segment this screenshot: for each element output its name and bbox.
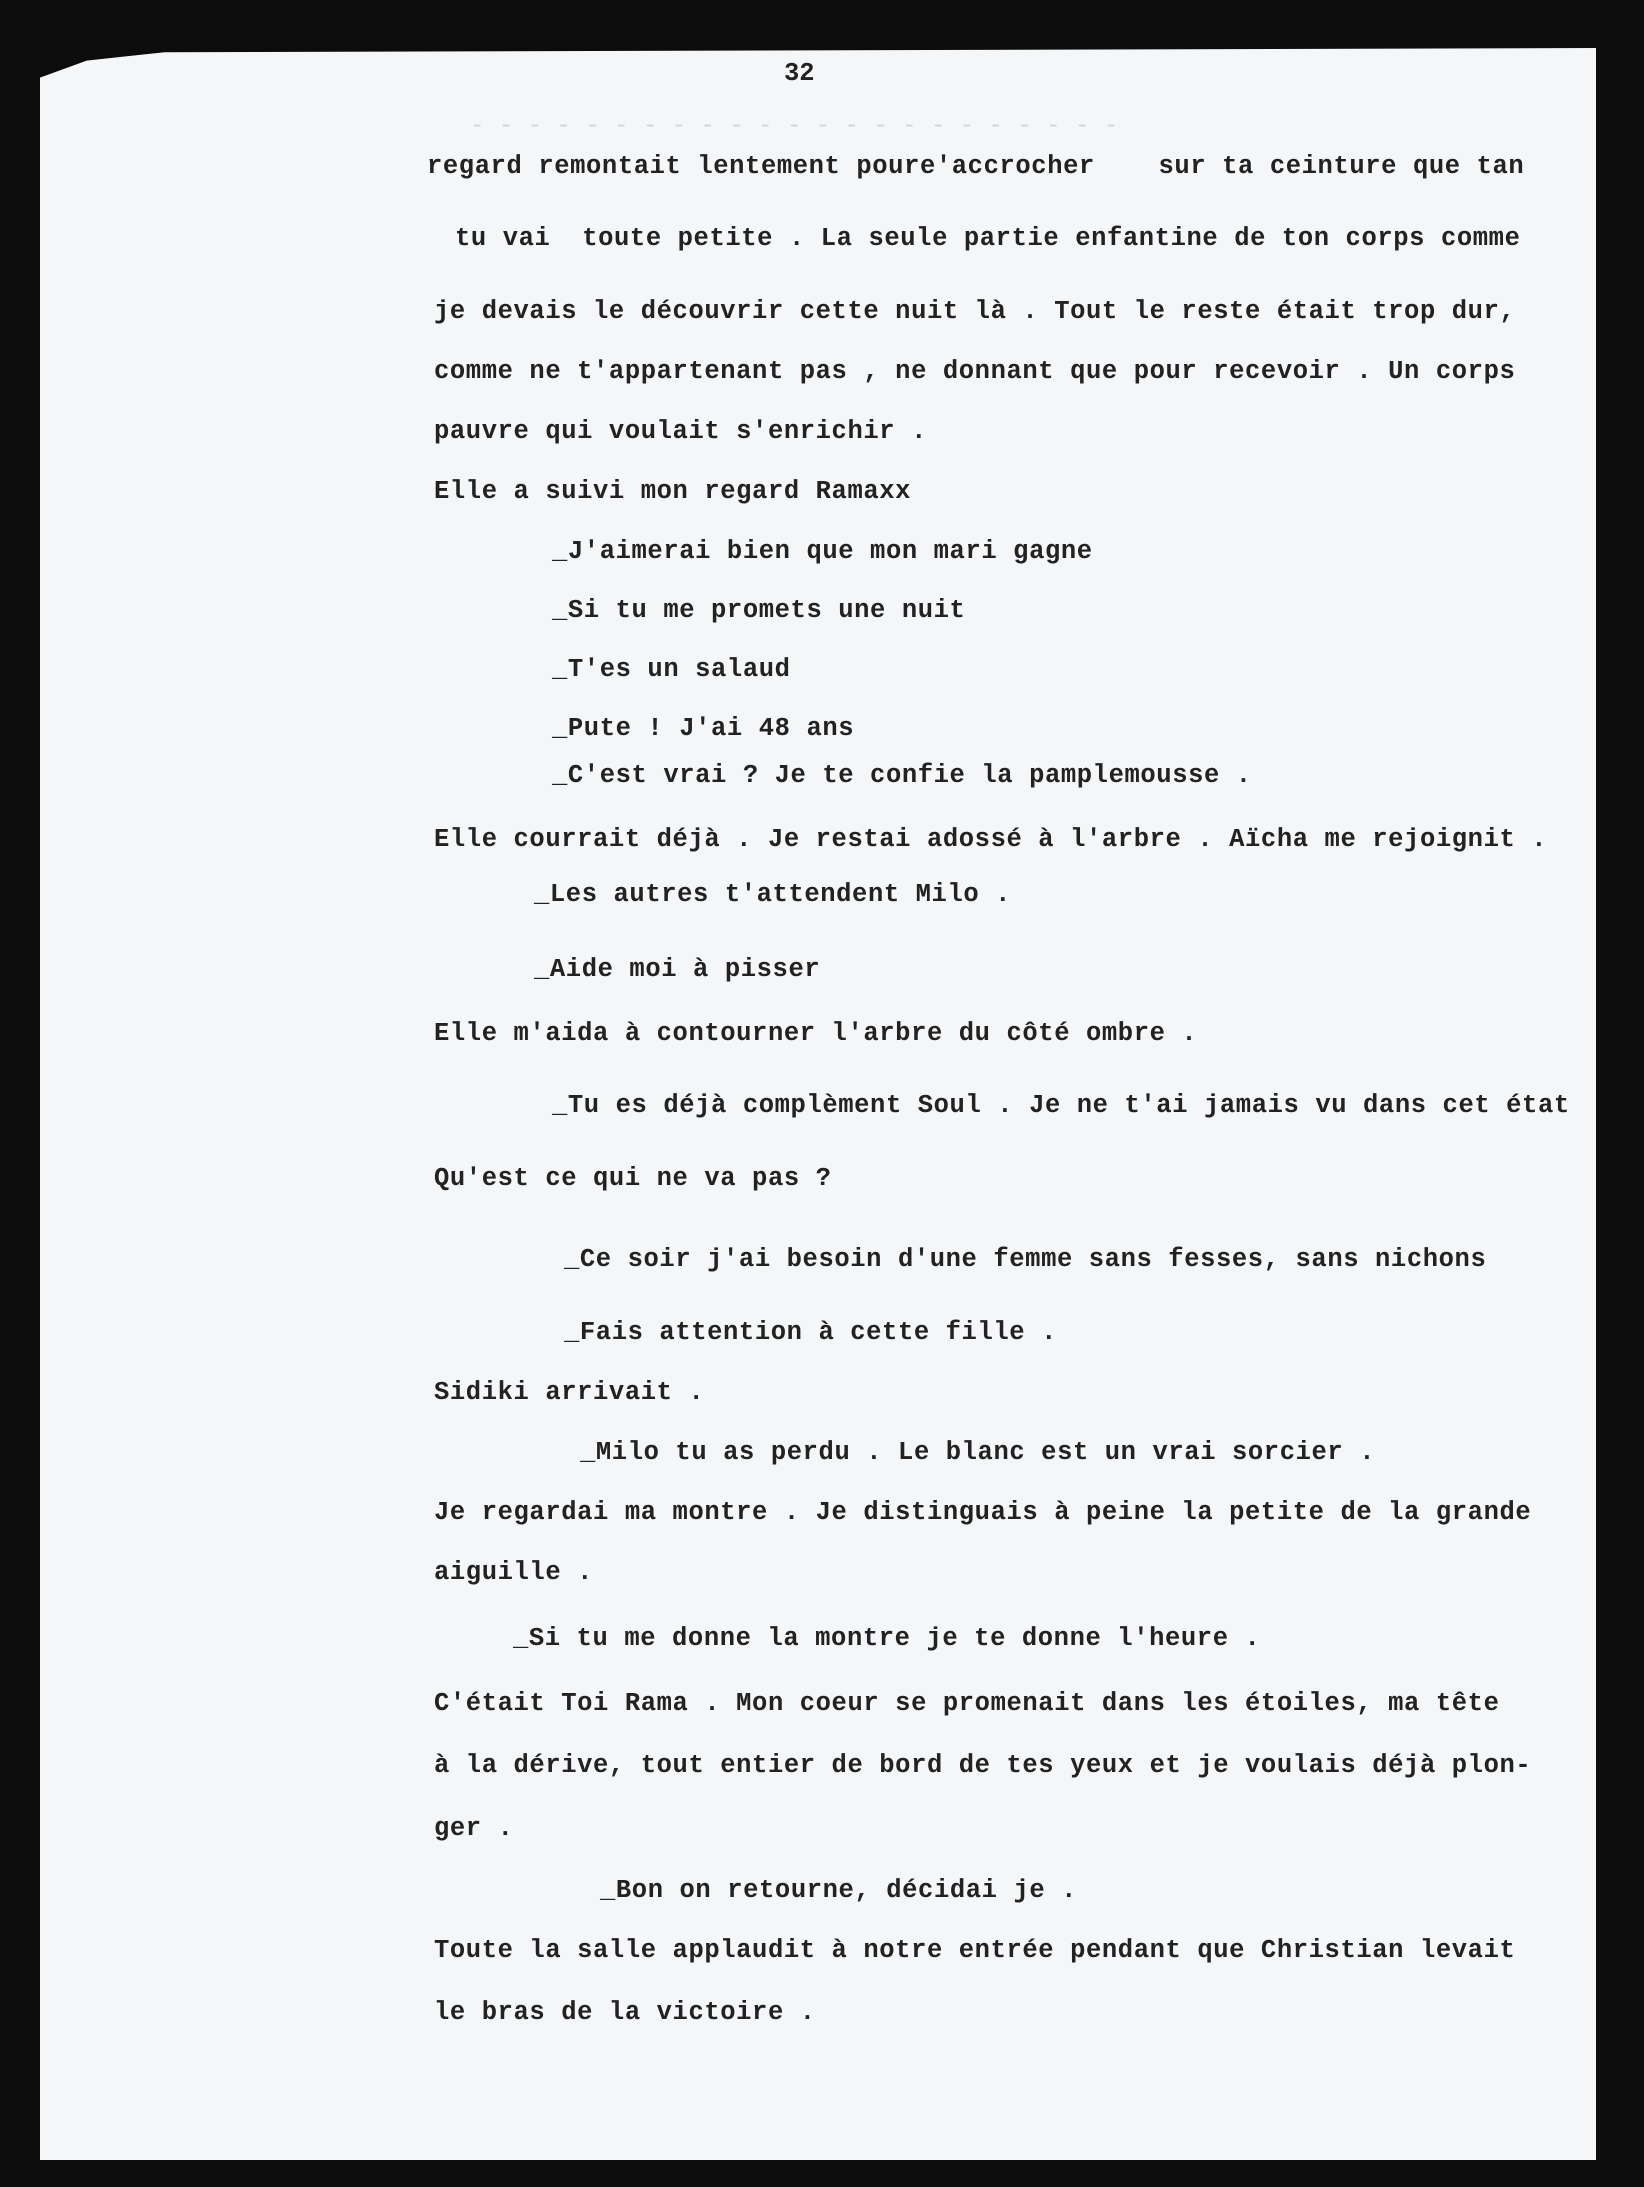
text-line-17: le bras de la victoire . bbox=[434, 1998, 816, 2027]
dialogue-line-10: _Fais attention à cette fille . bbox=[564, 1318, 1057, 1347]
text-line-8: Elle m'aida à contourner l'arbre du côté ombre . bbox=[434, 1019, 1198, 1048]
text-line-1: regard remontait lentement poure'accrocher sur ta ceinture que tan bbox=[427, 152, 1525, 181]
text-line-15: ger . bbox=[434, 1814, 514, 1843]
dialogue-line-4: _Pute ! J'ai 48 ans bbox=[552, 714, 855, 743]
text-line-16: Toute la salle applaudit à notre entrée pendant que Christian levait bbox=[434, 1936, 1516, 1965]
text-line-10: Sidiki arrivait . bbox=[434, 1378, 705, 1407]
dialogue-line-1: _J'aimerai bien que mon mari gagne bbox=[552, 537, 1093, 566]
dialogue-line-3: _T'es un salaud bbox=[552, 655, 791, 684]
dialogue-line-2: _Si tu me promets une nuit bbox=[552, 596, 966, 625]
dialogue-line-12: _Si tu me donne la montre je te donne l'heure . bbox=[513, 1624, 1261, 1653]
text-line-6: Elle a suivi mon regard Ramaxx bbox=[434, 477, 912, 506]
text-line-14: à la dérive, tout entier de bord de tes yeux et je voulais déjà plon- bbox=[434, 1751, 1532, 1780]
text-line-3: je devais le découvrir cette nuit là . Tout le reste était trop dur, bbox=[434, 297, 1516, 326]
dialogue-line-11: _Milo tu as perdu . Le blanc est un vrai sorcier . bbox=[580, 1438, 1376, 1467]
dialogue-line-13: _Bon on retourne, décidai je . bbox=[600, 1876, 1078, 1905]
text-line-11: Je regardai ma montre . Je distinguais à peine la petite de la grande bbox=[434, 1498, 1532, 1527]
text-line-2: tu vai toute petite . La seule partie enfantine de ton corps comme bbox=[455, 224, 1521, 253]
text-line-7: Elle courrait déjà . Je restai adossé à l'arbre . Aïcha me rejoignit . bbox=[434, 825, 1548, 854]
dialogue-line-8: _Tu es déjà complèment Soul . Je ne t'ai jamais vu dans cet état bbox=[552, 1091, 1570, 1120]
text-line-5: pauvre qui voulait s'enrichir . bbox=[434, 417, 927, 446]
dialogue-line-6: _Les autres t'attendent Milo . bbox=[534, 880, 1012, 909]
text-line-13: C'était Toi Rama . Mon coeur se promenait dans les étoiles, ma tête bbox=[434, 1689, 1500, 1718]
text-line-9: Qu'est ce qui ne va pas ? bbox=[434, 1164, 832, 1193]
show-through-text: - - - - - - - - - - - - - - - - - - - - - - - bbox=[470, 113, 1119, 140]
text-line-4: comme ne t'appartenant pas , ne donnant que pour recevoir . Un corps bbox=[434, 357, 1516, 386]
dialogue-line-7: _Aide moi à pisser bbox=[534, 955, 821, 984]
dialogue-line-5: _C'est vrai ? Je te confie la pamplemousse . bbox=[552, 761, 1252, 790]
text-line-12: aiguille . bbox=[434, 1558, 594, 1587]
dialogue-line-9: _Ce soir j'ai besoin d'une femme sans fesses, sans nichons bbox=[564, 1245, 1487, 1274]
page-number: 32 bbox=[784, 59, 815, 88]
